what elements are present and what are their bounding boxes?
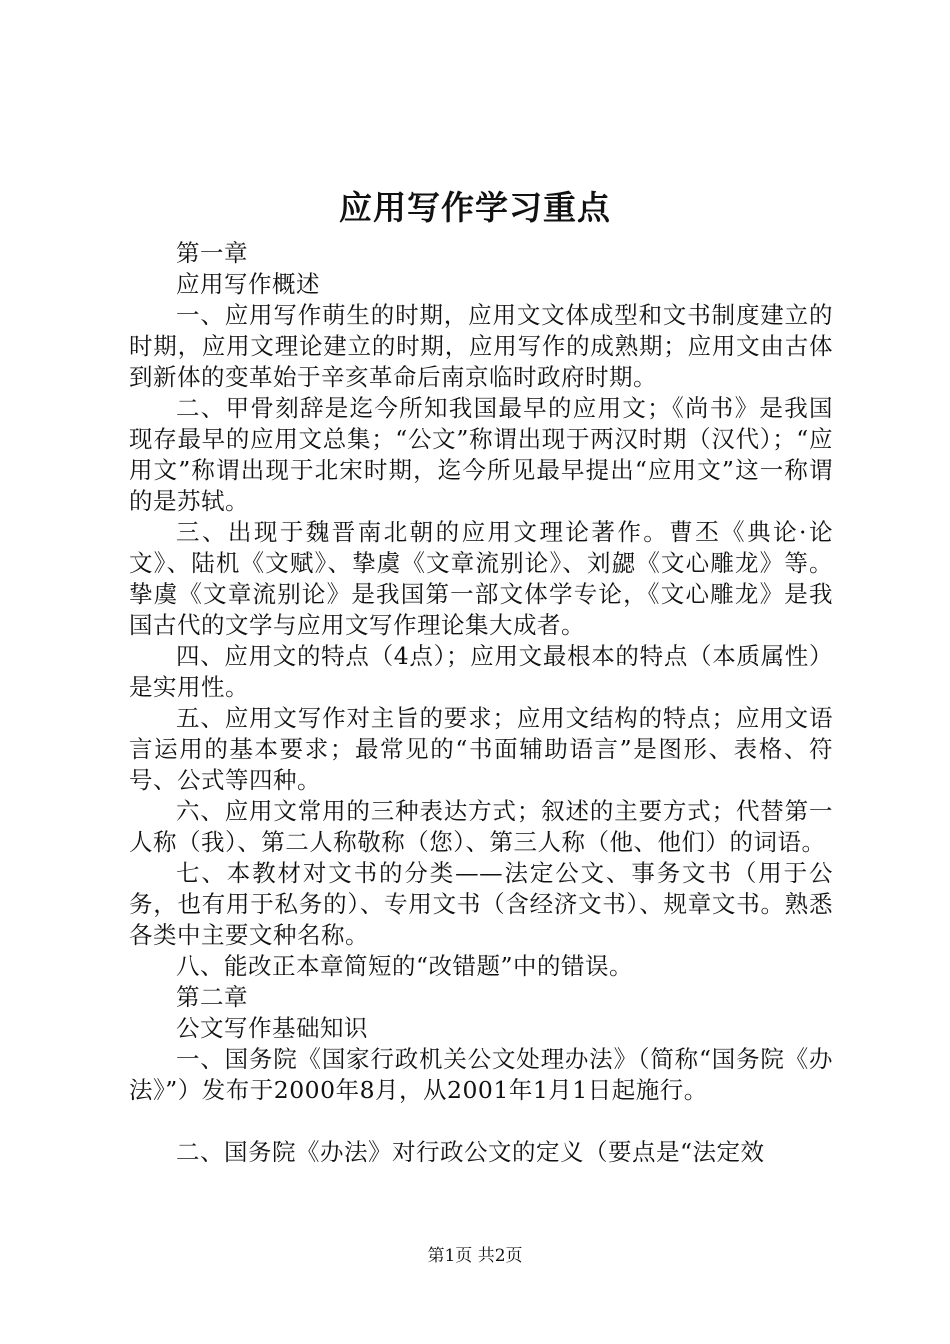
paragraph: 八、能改正本章简短的“改错题”中的错误。: [176, 952, 634, 980]
paragraph: 五、应用文写作对主旨的要求；应用文结构的特点；应用文语言运用的基本要求；最常见的“书面辅助语言”是图形、表格、符号、公式等四种。: [129, 704, 833, 794]
chapter-subtitle: 应用写作概述: [176, 270, 320, 298]
chapter-subtitle: 公文写作基础知识: [176, 1014, 368, 1042]
paragraph: 一、应用写作萌生的时期，应用文文体成型和文书制度建立的时期，应用文理论建立的时期，应用写作的成熟期；应用文由古体到新体的变革始于辛亥革命后南京临时政府时期。: [129, 301, 833, 391]
paragraph: 三、出现于魏晋南北朝的应用文理论著作。曹丕《典论·论文》、陆机《文赋》、挚虞《文章流别论》、刘勰《文心雕龙》等。挚虞《文章流别论》是我国第一部文体学专论，《文心雕龙》是我国古代的文学与应用文写作理论集大成者。: [129, 518, 833, 639]
page-footer: 第1页 共2页: [427, 1246, 523, 1266]
paragraph: 四、应用文的特点（4点）；应用文最根本的特点（本质属性）是实用性。: [129, 642, 833, 701]
document-body: [129, 238, 833, 1168]
chapter-heading: 第一章: [176, 239, 248, 267]
paragraph: 一、国务院《国家行政机关公文处理办法》（简称“国务院《办法》”）发布于2000年8月，从2001年1月1日起施行。: [129, 1045, 833, 1104]
chapter-heading: 第二章: [176, 983, 248, 1011]
paragraph: 二、国务院《办法》对行政公文的定义（要点是“法定效: [176, 1138, 765, 1166]
paragraph: 七、本教材对文书的分类——法定公文、事务文书（用于公务，也有用于私务的）、专用文书（含经济文书）、规章文书。熟悉各类中主要文种名称。: [129, 859, 833, 949]
document-title: 应用写作学习重点: [339, 188, 611, 227]
paragraph: 六、应用文常用的三种表达方式；叙述的主要方式；代替第一人称（我）、第二人称敬称（您）、第三人称（他、他们）的词语。: [129, 797, 833, 856]
paragraph: 二、甲骨刻辞是迄今所知我国最早的应用文；《尚书》是我国现存最早的应用文总集；“公文”称谓出现于两汉时期（汉代）；“应用文”称谓出现于北宋时期，迄今所见最早提出“应用文”这一称谓的是苏轼。: [129, 394, 833, 515]
